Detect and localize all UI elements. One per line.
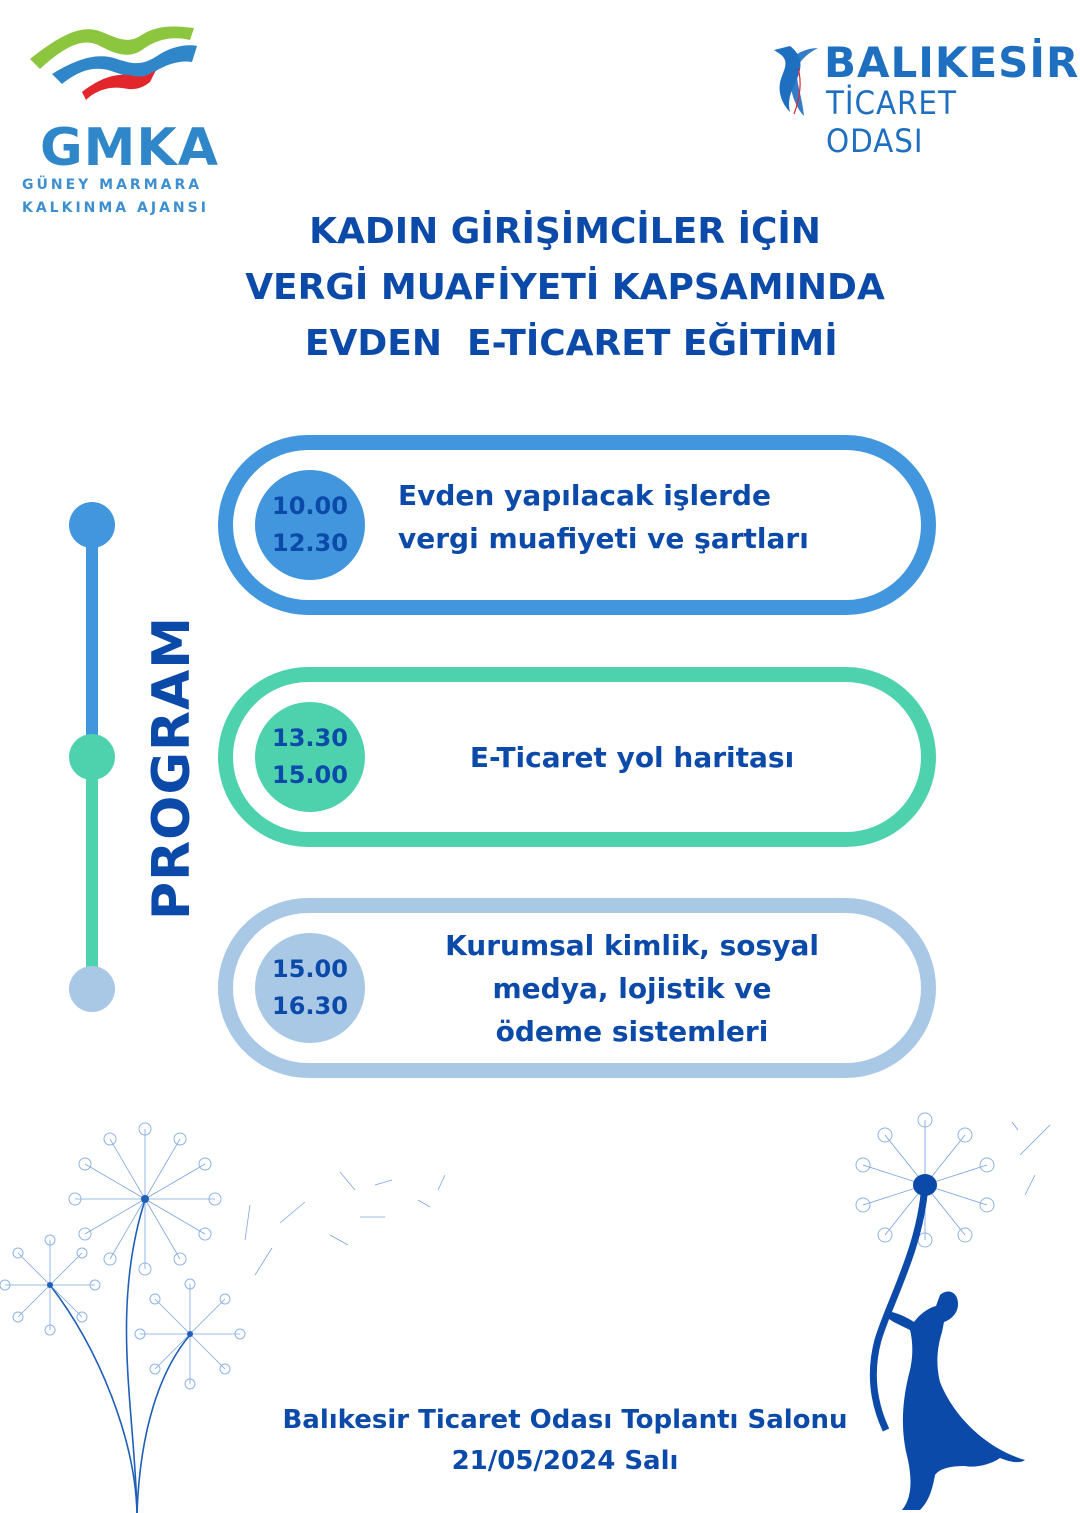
- session-topic: [383, 682, 881, 832]
- session-topic-line: E-Ticaret yol haritası: [469, 740, 795, 774]
- session-start-time: 13.30: [272, 724, 348, 752]
- session-topic-line: Evden yapılacak işlerde: [398, 479, 771, 512]
- timeline-dot-1: [69, 502, 115, 548]
- session-end-time: 16.30: [272, 992, 348, 1020]
- bto-logo: [768, 38, 1080, 160]
- session-topic: [383, 913, 881, 1063]
- session-topic-line: vergi muafiyeti ve şartları: [398, 522, 809, 555]
- session-topic: [398, 450, 881, 600]
- session-start-time: 10.00: [272, 492, 348, 520]
- gmka-logo: [18, 14, 219, 216]
- gmka-subtitle-line1: GÜNEY MARMARA: [22, 177, 203, 193]
- session-topic-line: medya, lojistik ve: [492, 971, 772, 1005]
- title-line-2: VERGİ MUAFİYETİ KAPSAMINDA: [245, 267, 885, 308]
- gmka-wave-icon: [22, 14, 202, 104]
- bto-emblem-icon: [768, 42, 820, 122]
- session-card-2: [218, 667, 936, 847]
- title-line-3: EVDEN E-TİCARET EĞİTİMİ: [292, 323, 838, 364]
- title-line-1: KADIN GİRİŞİMCİLER İÇİN: [309, 211, 821, 252]
- session-card-3: [218, 898, 936, 1078]
- program-label: PROGRAM: [142, 615, 202, 921]
- session-end-time: 12.30: [272, 529, 348, 557]
- session-time-badge: [255, 702, 365, 812]
- session-card-1: [218, 435, 936, 615]
- gmka-wordmark: GMKA: [40, 118, 219, 178]
- gmka-subtitle-line2: KALKINMA AJANSI: [22, 200, 209, 216]
- event-venue-block: [220, 1400, 910, 1482]
- session-time-badge: [255, 933, 365, 1043]
- timeline-segment-2: [86, 756, 98, 988]
- session-topic-line: ödeme sistemleri: [495, 1014, 769, 1048]
- event-title: [140, 204, 990, 372]
- session-start-time: 15.00: [272, 955, 348, 983]
- session-topic-line: Kurumsal kimlik, sosyal: [445, 928, 819, 962]
- timeline-dot-2: [69, 734, 115, 780]
- bto-name-line2: TİCARET ODASI: [826, 84, 957, 160]
- timeline-dot-3: [69, 966, 115, 1012]
- session-time-badge: [255, 470, 365, 580]
- session-end-time: 15.00: [272, 761, 348, 789]
- venue-name: Balıkesir Ticaret Odası Toplantı Salonu: [282, 1405, 848, 1435]
- event-date: 21/05/2024 Salı: [451, 1446, 679, 1476]
- timeline-segment-1: [86, 524, 98, 756]
- bto-name-line1: BALIKESİR: [824, 38, 1080, 87]
